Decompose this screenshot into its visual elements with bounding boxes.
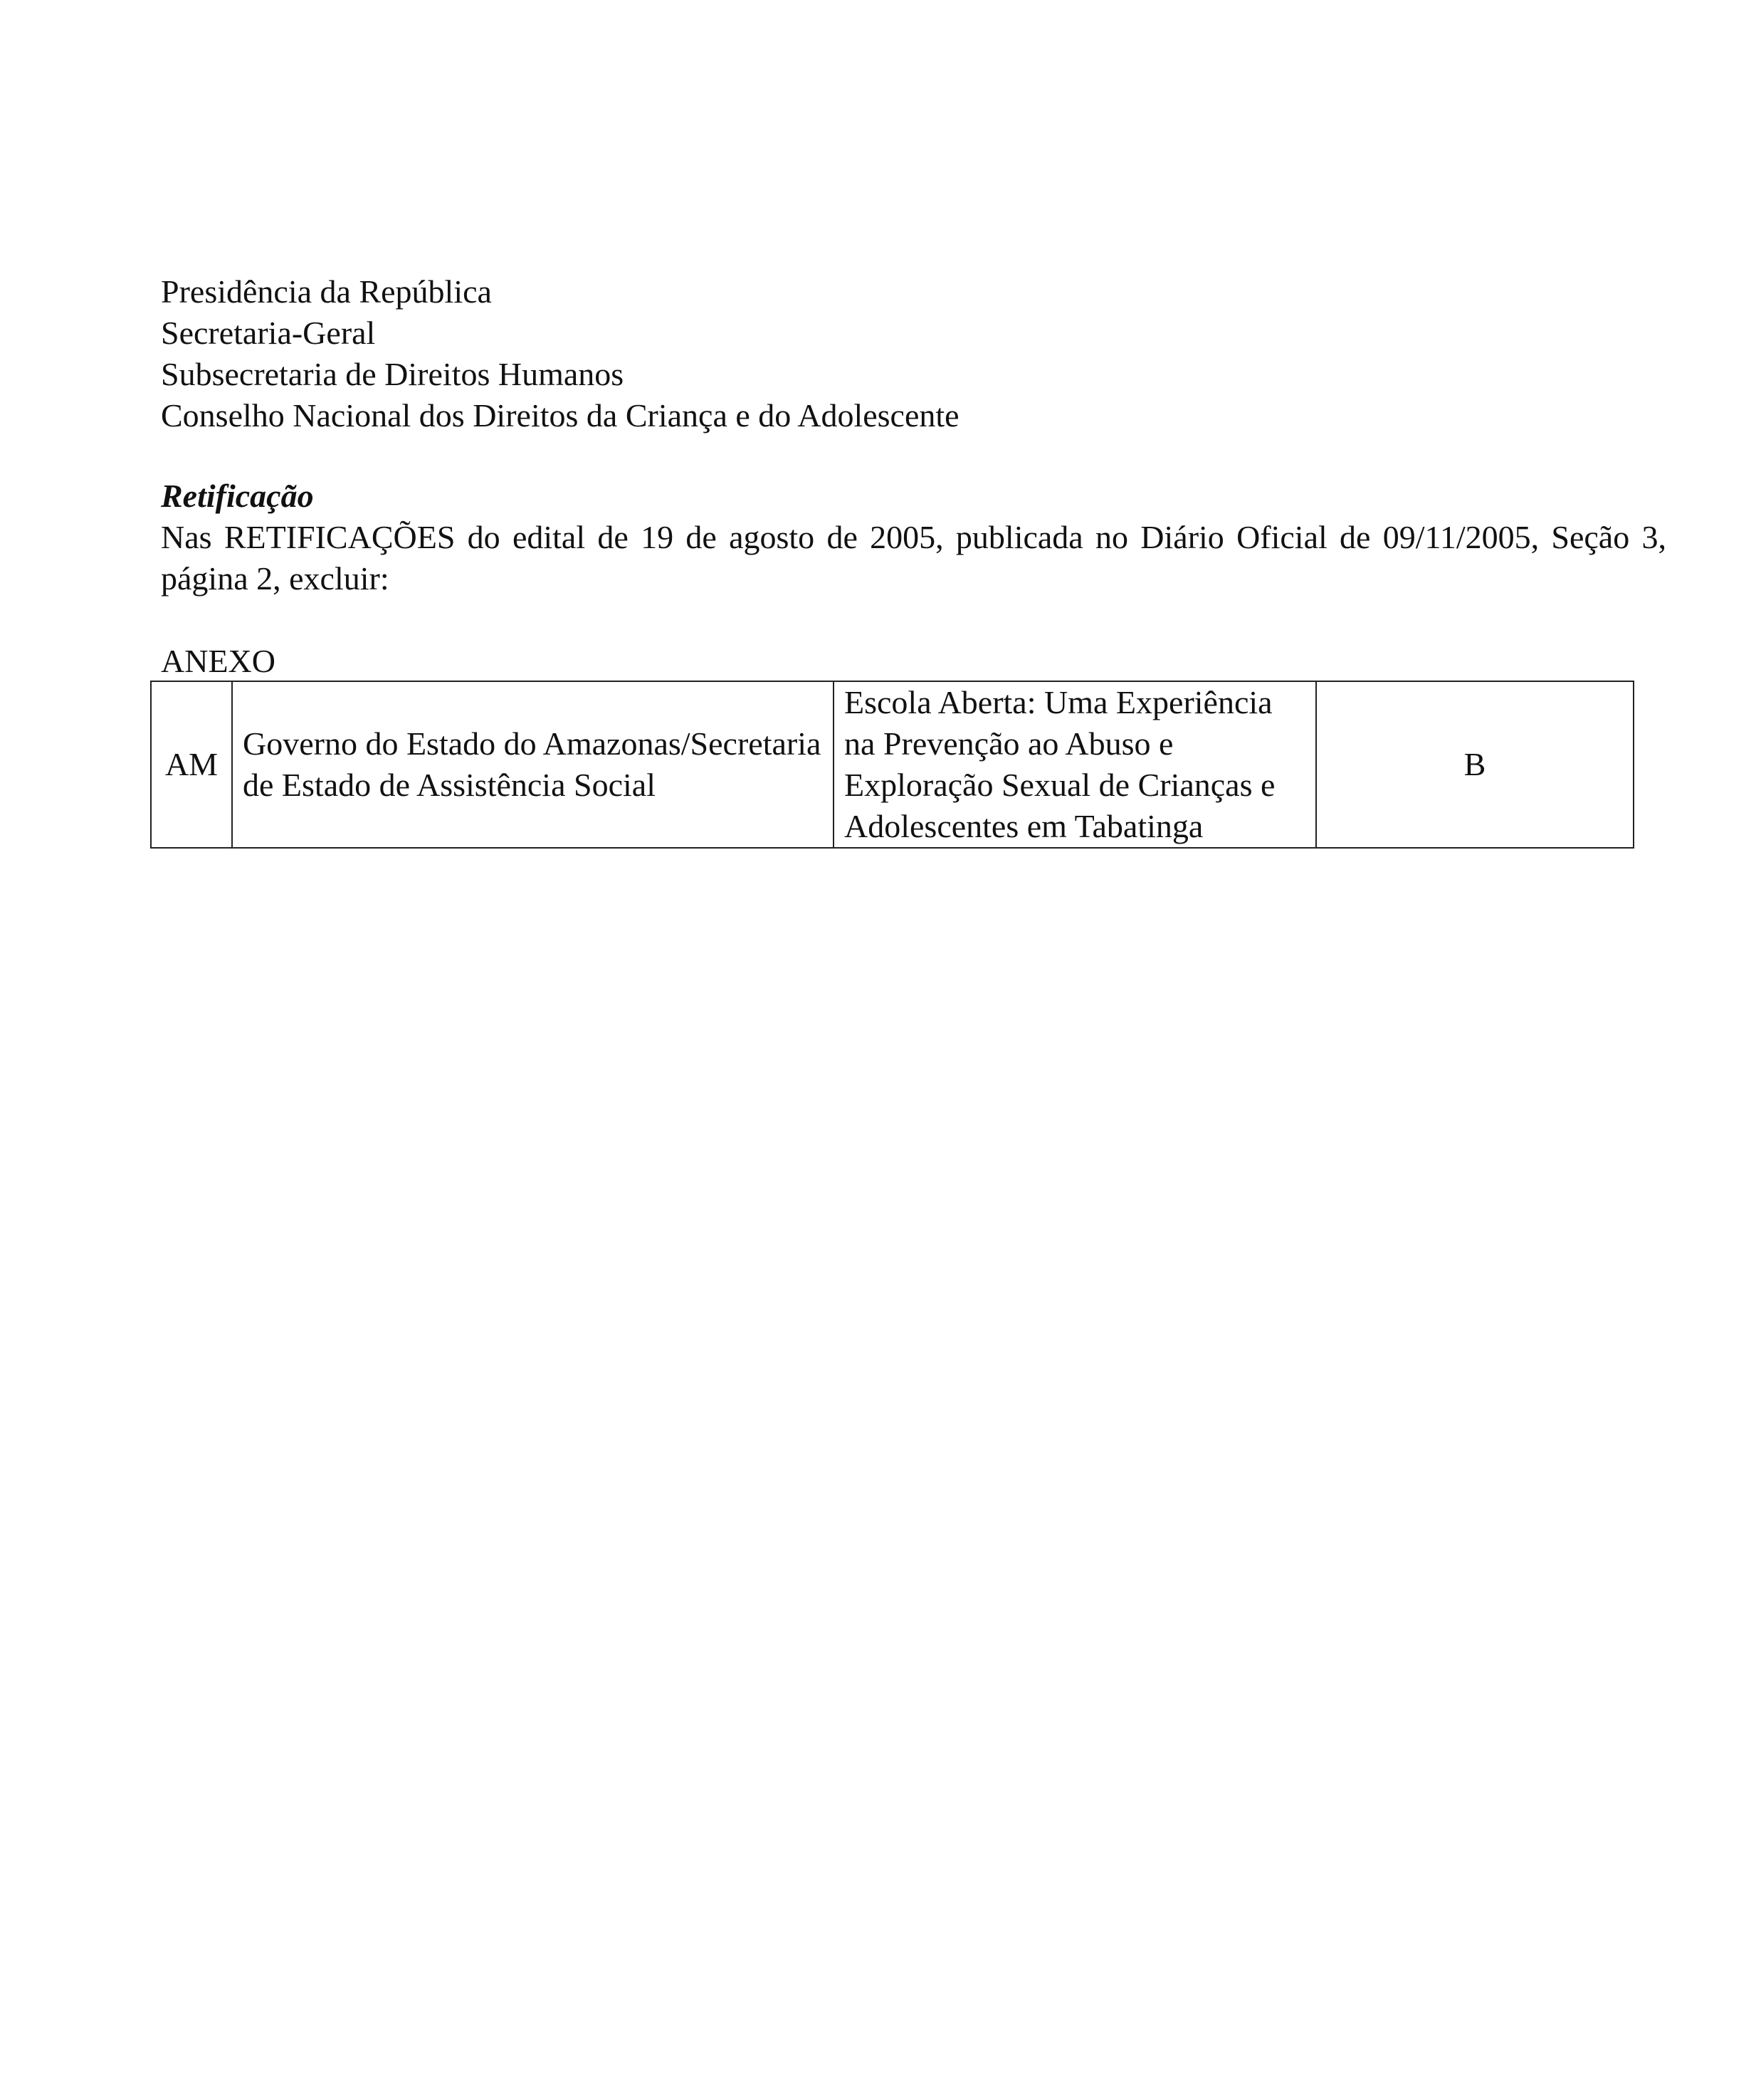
rectification-title: Retificação — [161, 478, 314, 514]
cell-entity: Governo do Estado do Amazonas/Secretaria de Estado de Assistência Social — [232, 681, 834, 848]
cell-category: B — [1316, 681, 1634, 848]
annex-label: ANEXO — [161, 643, 275, 679]
table-row — [151, 681, 1634, 848]
header-line-presidencia: Presidência da República — [161, 273, 492, 310]
annex-table — [150, 681, 1634, 849]
header-line-conselho: Conselho Nacional dos Direitos da Criança e do Adolescente — [161, 397, 960, 434]
header-block — [161, 271, 960, 436]
header-line-subsecretaria: Subsecretaria de Direitos Humanos — [161, 356, 624, 392]
header-line-secretaria-geral: Secretaria-Geral — [161, 315, 376, 351]
cell-project: Escola Aberta: Uma Experiência na Prevenção ao Abuso e Exploração Sexual de Crianças e Adolescentes em Tabatinga — [834, 681, 1316, 848]
cell-uf: AM — [151, 681, 232, 848]
rectification-body: Nas RETIFICAÇÕES do edital de 19 de agosto de 2005, publicada no Diário Oficial de 09/11/2005, Seção 3, página 2, excluir: — [161, 519, 1666, 597]
